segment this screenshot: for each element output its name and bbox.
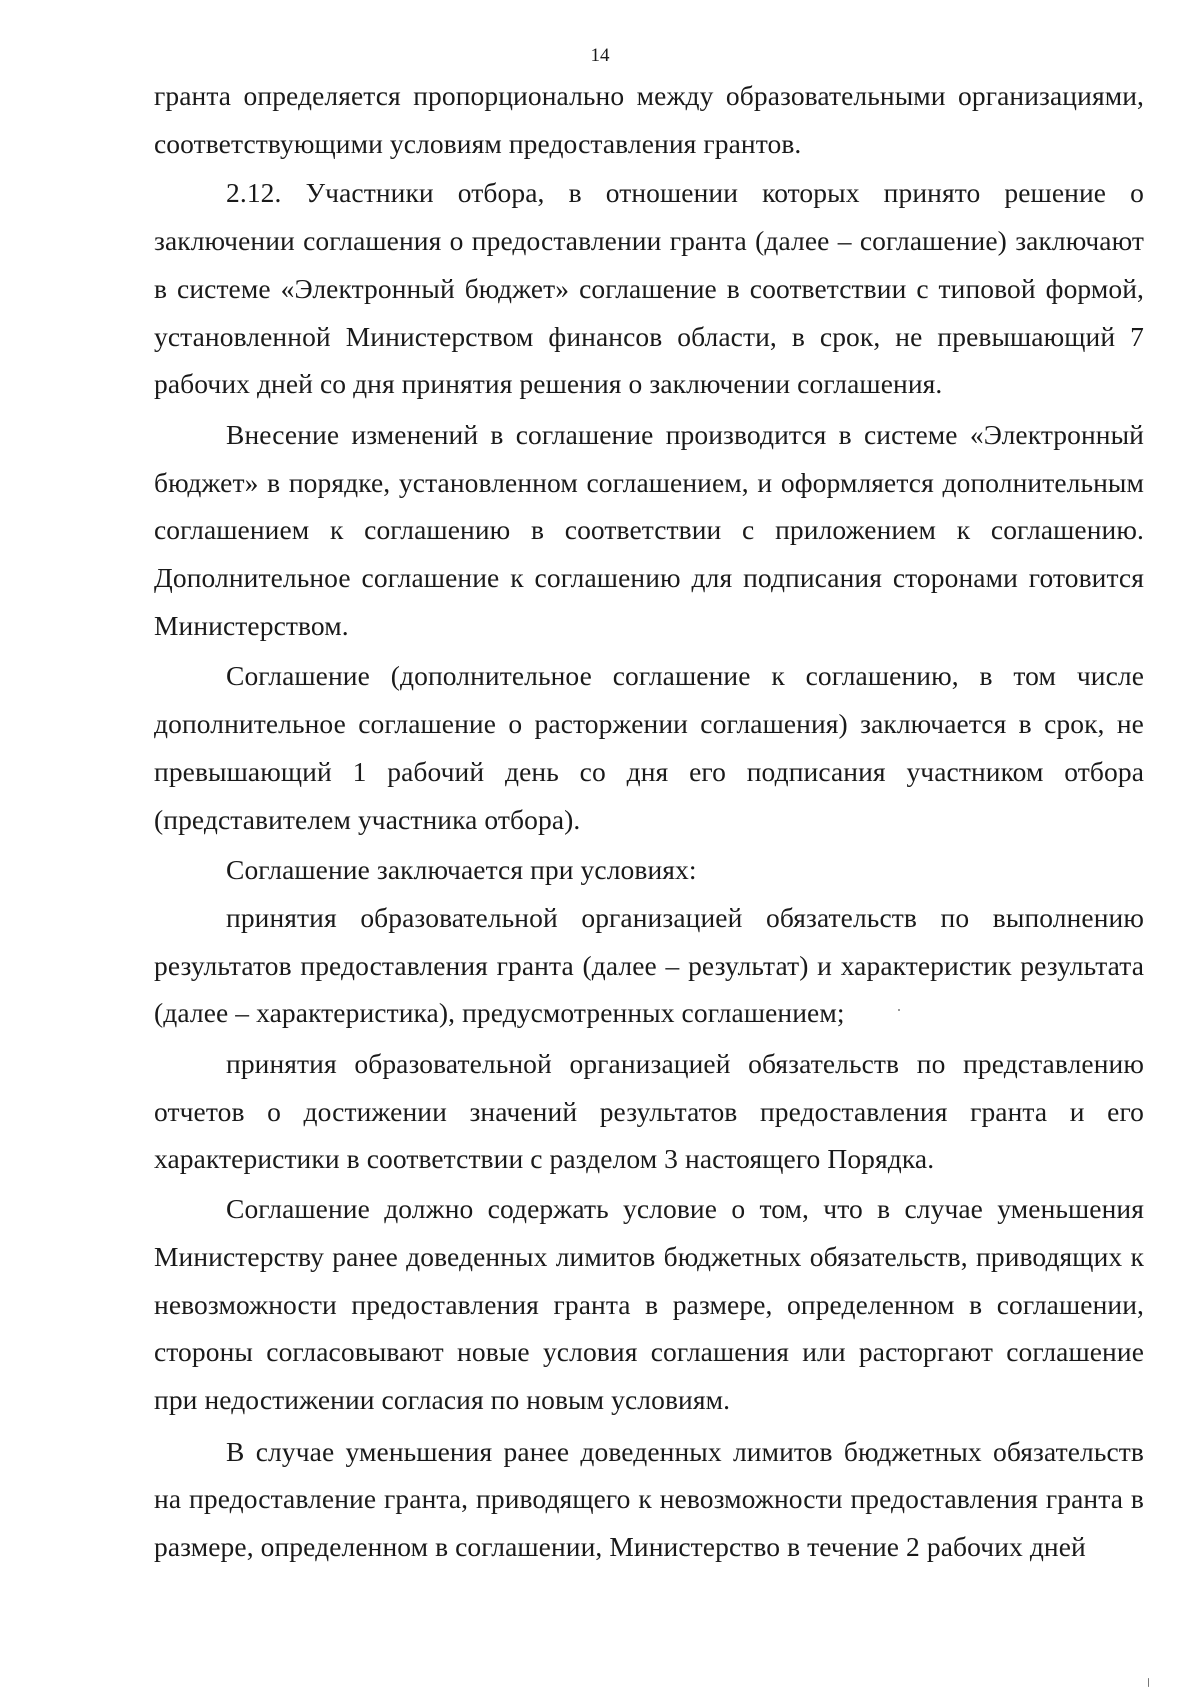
page-number: 14 (590, 45, 610, 66)
document-body (154, 72, 1144, 1571)
scan-mark (1148, 1678, 1149, 1687)
paragraph-limits-condition: Соглашение должно содержать условие о том, что в случае уменьшения Министерству ранее доведенных лимитов бюджетных обязательств, приводящих к невозможности предоставления гранта в размере, определенном в соглашении, стороны согласовывают новые условия соглашения или расторгают соглашение при недостижении согласия по новым условиям. (154, 1193, 1144, 1415)
paragraph-agreement-term: Соглашение (дополнительное соглашение к соглашению, в том числе дополнительное соглашение о расторжении соглашения) заключается в срок, не превышающий 1 рабочий день со дня его подписания участником отбора (представителем участника отбора). (154, 660, 1144, 835)
paragraph-condition-results: принятия образовательной организацией обязательств по выполнению результатов предоставления гранта (далее – результат) и характеристик результата (далее – характеристика), предусмотренных соглашением; (154, 901, 1144, 1029)
scan-speck (898, 1009, 900, 1011)
paragraph-conditions-intro: Соглашение заключается при условиях: (226, 854, 697, 886)
paragraph-2-12: 2.12. Участники отбора, в отношении которых принято решение о заключении соглашения о предоставлении гранта (далее – соглашение) заключают в системе «Электронный бюджет» соглашение в соответствии с типовой формой, установленной Министерством финансов области, в срок, не превышающий 7 рабочих дней со дня принятия решения о заключении соглашения. (154, 177, 1144, 400)
paragraph-continuation: гранта определяется пропорционально между образовательными организациями, соответствующими условиям предоставления грантов. (154, 80, 1144, 159)
paragraph-condition-reports: принятия образовательной организацией обязательств по представлению отчетов о достижении значений результатов предоставления гранта и его характеристики в соответствии с разделом 3 настоящего Порядка. (154, 1048, 1144, 1175)
paragraph-amendments: Внесение изменений в соглашение производится в системе «Электронный бюджет» в порядке, установленном соглашением, и оформляется дополнительным соглашением к соглашению в соответствии с приложением к соглашению. Дополнительное соглашение к соглашению для подписания сторонами готовится Министерством. (154, 418, 1144, 641)
paragraph-limits-reduction: В случае уменьшения ранее доведенных лимитов бюджетных обязательств на предоставление гранта, приводящего к невозможности предоставления гранта в размере, определенном в соглашении, Министерство в течение 2 рабочих дней (154, 1435, 1144, 1563)
